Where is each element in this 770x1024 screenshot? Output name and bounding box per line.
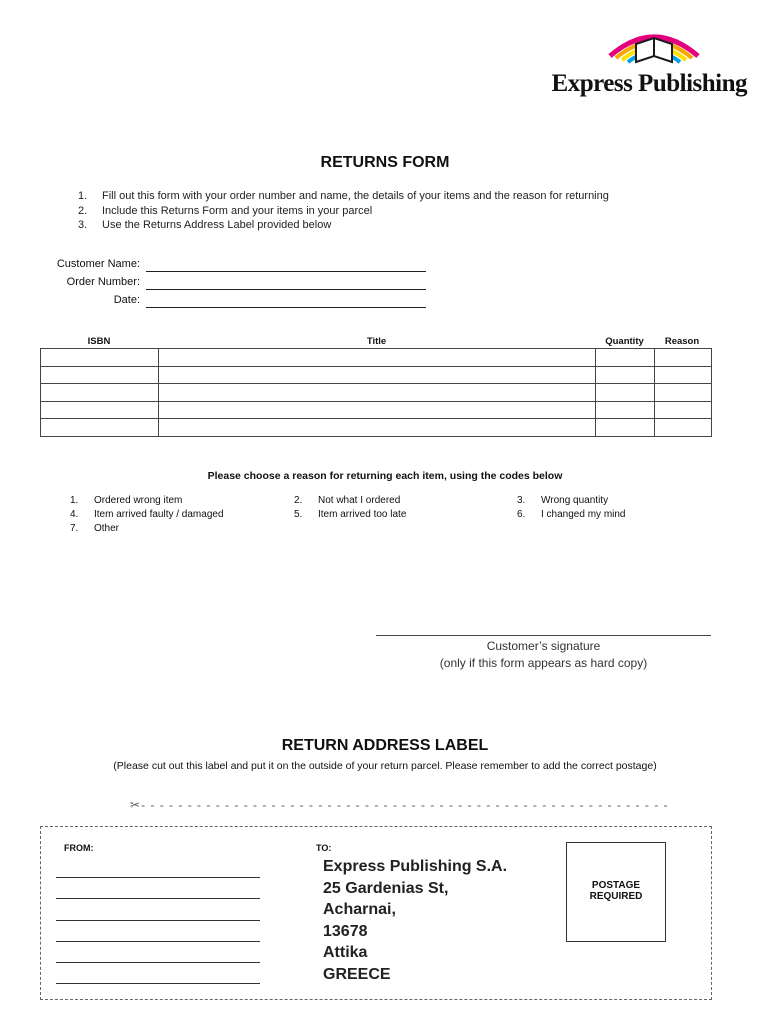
title-cell[interactable] bbox=[159, 349, 596, 367]
isbn-cell[interactable] bbox=[41, 401, 159, 419]
reason-item: 5. Item arrived too late bbox=[294, 509, 407, 520]
reason-item: 2. Not what I ordered bbox=[294, 495, 401, 506]
quantity-cell[interactable] bbox=[596, 349, 655, 367]
from-label: FROM: bbox=[64, 843, 94, 853]
from-line[interactable] bbox=[56, 920, 260, 921]
title-cell[interactable] bbox=[159, 419, 596, 437]
reason-cell[interactable] bbox=[655, 366, 712, 384]
date-label: Date: bbox=[113, 294, 140, 306]
to-label: TO: bbox=[316, 843, 332, 853]
table-row bbox=[41, 384, 712, 402]
date-field[interactable] bbox=[146, 307, 426, 308]
quantity-cell[interactable] bbox=[596, 419, 655, 437]
table-row bbox=[41, 366, 712, 384]
address-line: Acharnai, bbox=[323, 901, 396, 918]
reason-item: 7. Other bbox=[70, 523, 120, 534]
reason-item: 3. Wrong quantity bbox=[517, 495, 609, 506]
reason-cell[interactable] bbox=[655, 401, 712, 419]
signature-line[interactable] bbox=[376, 635, 711, 636]
postage-label: POSTAGE REQUIRED bbox=[589, 880, 643, 902]
form-title: RETURNS FORM bbox=[320, 154, 450, 171]
cut-line: ✂- - - - - - - - - - - - - - - - - - - - - - - - - - - - - - - - - - - - - - - - - - - - - - - - - - - - - - - - - bbox=[130, 798, 669, 812]
address-line: GREECE bbox=[323, 965, 391, 983]
reason-item: 1. Ordered wrong item bbox=[70, 495, 183, 506]
from-line[interactable] bbox=[56, 983, 260, 984]
address-line: 25 Gardenias St, bbox=[323, 879, 449, 897]
isbn-cell[interactable] bbox=[41, 366, 159, 384]
instruction-item: 2. Include this Returns Form and your items in your parcel bbox=[78, 204, 373, 217]
label-title: RETURN ADDRESS LABEL bbox=[281, 737, 489, 754]
from-line[interactable] bbox=[56, 877, 260, 878]
order-number-label: Order Number: bbox=[66, 276, 140, 288]
address-line: Attika bbox=[323, 944, 368, 961]
signature-label: Customer’s signature bbox=[486, 639, 601, 653]
customer-name-label: Customer Name: bbox=[56, 258, 140, 270]
scissors-icon: ✂ bbox=[130, 798, 142, 812]
reason-prompt: Please choose a reason for returning each item, using the codes below bbox=[207, 470, 563, 482]
header-isbn: ISBN bbox=[87, 336, 111, 347]
quantity-cell[interactable] bbox=[596, 384, 655, 402]
address-line: 13678 bbox=[323, 922, 368, 940]
table-row bbox=[41, 349, 712, 367]
label-instruction: (Please cut out this label and put it on the outside of your return parcel. Please remember to add the correct postage) bbox=[113, 760, 657, 772]
reason-item: 4. Item arrived faulty / damaged bbox=[70, 509, 224, 520]
header-title: Title bbox=[366, 336, 387, 347]
instructions-list bbox=[78, 190, 609, 234]
customer-name-field[interactable] bbox=[146, 271, 426, 272]
from-line[interactable] bbox=[56, 941, 260, 942]
brand-name: Express Publishing bbox=[551, 70, 747, 97]
isbn-cell[interactable] bbox=[41, 419, 159, 437]
from-line[interactable] bbox=[56, 962, 260, 963]
from-line[interactable] bbox=[56, 898, 260, 899]
order-number-field[interactable] bbox=[146, 289, 426, 290]
isbn-cell[interactable] bbox=[41, 349, 159, 367]
table-row bbox=[41, 419, 712, 437]
title-cell[interactable] bbox=[159, 366, 596, 384]
table-row bbox=[41, 401, 712, 419]
items-table bbox=[40, 348, 712, 437]
reason-item: 6. I changed my mind bbox=[517, 509, 626, 520]
reason-cell[interactable] bbox=[655, 349, 712, 367]
reason-cell[interactable] bbox=[655, 384, 712, 402]
signature-note: (only if this form appears as hard copy) bbox=[439, 656, 648, 670]
address-line: Express Publishing S.A. bbox=[323, 858, 508, 875]
recipient-address bbox=[323, 856, 507, 985]
header-reason: Reason bbox=[664, 336, 700, 347]
book-rainbow-icon bbox=[606, 26, 702, 66]
reason-cell[interactable] bbox=[655, 419, 712, 437]
title-cell[interactable] bbox=[159, 401, 596, 419]
instruction-item: 1. Fill out this form with your order number and name, the details of your items and the reason for returning bbox=[78, 190, 609, 202]
isbn-cell[interactable] bbox=[41, 384, 159, 402]
quantity-cell[interactable] bbox=[596, 366, 655, 384]
quantity-cell[interactable] bbox=[596, 401, 655, 419]
title-cell[interactable] bbox=[159, 384, 596, 402]
header-quantity: Quantity bbox=[605, 336, 644, 347]
instruction-item: 3. Use the Returns Address Label provided below bbox=[78, 219, 332, 231]
